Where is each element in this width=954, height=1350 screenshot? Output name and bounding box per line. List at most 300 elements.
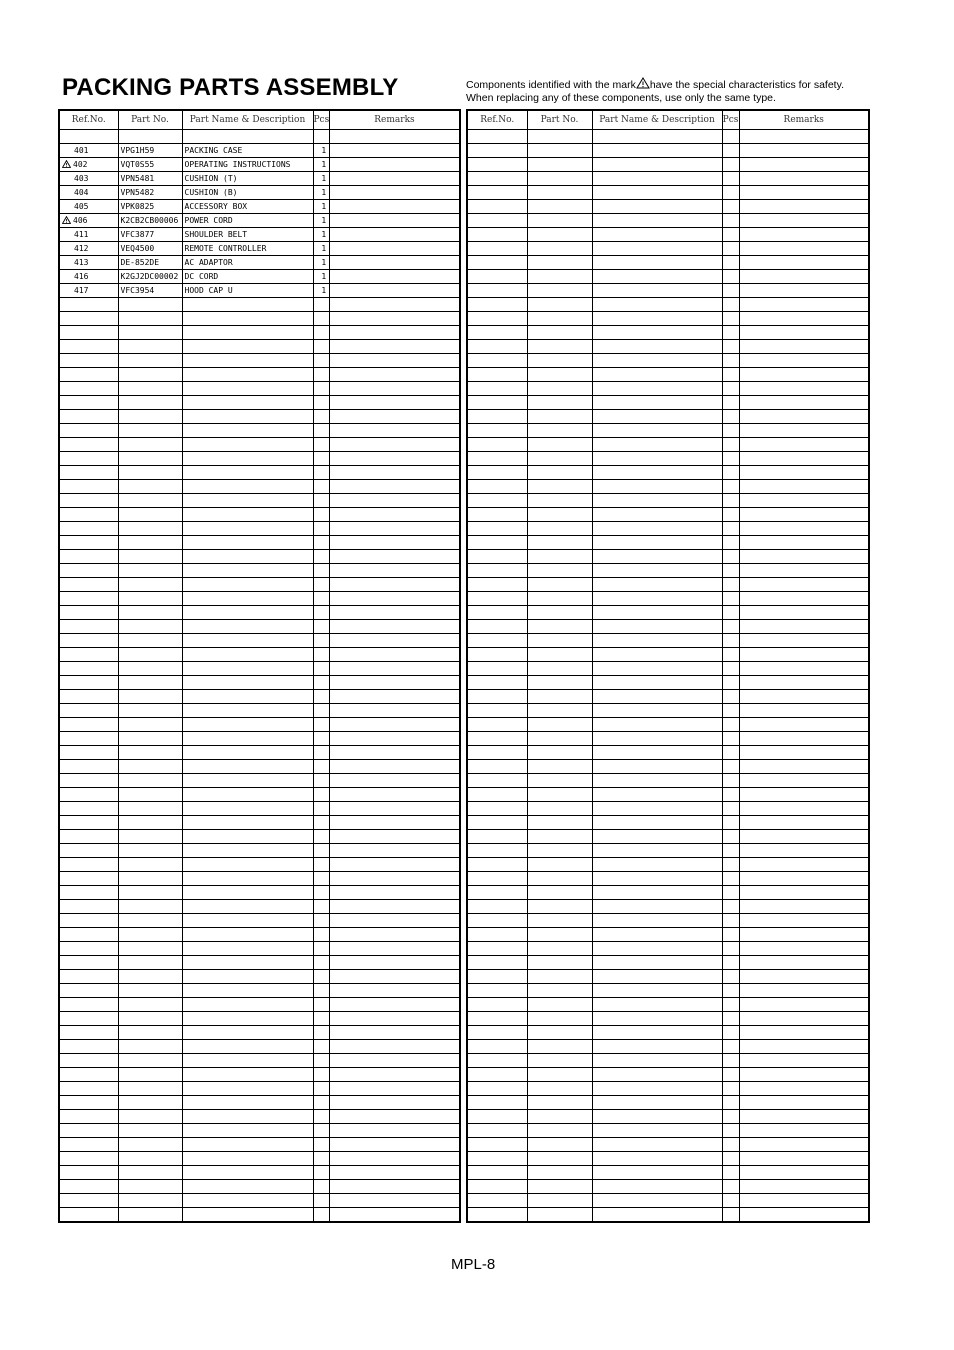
table-row — [59, 564, 460, 578]
cell-pcs — [722, 270, 739, 284]
cell-description — [592, 816, 722, 830]
cell-part-no — [527, 284, 592, 298]
cell-description — [182, 438, 313, 452]
table-row — [467, 774, 869, 788]
cell-description — [592, 228, 722, 242]
cell-part-no — [527, 886, 592, 900]
cell-part-no — [118, 942, 182, 956]
table-row — [59, 200, 460, 214]
cell-part-no — [527, 340, 592, 354]
table-row — [467, 634, 869, 648]
cell-ref-no — [59, 704, 118, 718]
cell-description — [592, 396, 722, 410]
cell-pcs — [313, 788, 330, 802]
cell-pcs — [722, 1194, 739, 1208]
cell-remarks — [330, 242, 460, 256]
cell-description — [182, 1110, 313, 1124]
cell-pcs — [722, 1110, 739, 1124]
cell-ref-no — [59, 452, 118, 466]
cell-part-no — [527, 830, 592, 844]
cell-remarks — [739, 690, 869, 704]
cell-part-no — [527, 956, 592, 970]
cell-description — [182, 298, 313, 312]
table-row — [59, 480, 460, 494]
cell-description — [592, 1110, 722, 1124]
cell-description — [592, 270, 722, 284]
cell-part-no — [527, 326, 592, 340]
cell-remarks — [330, 662, 460, 676]
table-row — [59, 1152, 460, 1166]
cell-description — [592, 1054, 722, 1068]
cell-description — [182, 662, 313, 676]
cell-description — [182, 508, 313, 522]
cell-description — [182, 1180, 313, 1194]
cell-remarks — [330, 620, 460, 634]
cell-part-no — [118, 1026, 182, 1040]
table-row — [467, 760, 869, 774]
cell-part-no — [527, 396, 592, 410]
cell-ref-no — [467, 886, 527, 900]
table-row — [467, 676, 869, 690]
cell-description — [182, 956, 313, 970]
cell-description — [592, 410, 722, 424]
table-row — [467, 494, 869, 508]
cell-part-no — [527, 158, 592, 172]
cell-pcs — [313, 956, 330, 970]
table-row — [59, 452, 460, 466]
cell-pcs — [722, 536, 739, 550]
table-row — [59, 872, 460, 886]
cell-pcs — [722, 970, 739, 984]
cell-pcs — [722, 606, 739, 620]
cell-part-no — [527, 592, 592, 606]
cell-remarks — [739, 634, 869, 648]
cell-description — [592, 1180, 722, 1194]
cell-description — [182, 760, 313, 774]
cell-part-no: VPK0825 — [118, 200, 182, 214]
cell-ref-no — [59, 522, 118, 536]
cell-remarks — [330, 914, 460, 928]
cell-ref-no — [59, 354, 118, 368]
cell-ref-no — [467, 802, 527, 816]
cell-part-no — [527, 914, 592, 928]
table-row — [59, 522, 460, 536]
cell-description: REMOTE CONTROLLER — [182, 242, 313, 256]
cell-description — [592, 704, 722, 718]
cell-part-no — [118, 578, 182, 592]
cell-pcs — [722, 1138, 739, 1152]
cell-description — [592, 466, 722, 480]
table-row — [467, 536, 869, 550]
table-row — [467, 1054, 869, 1068]
cell-remarks — [330, 494, 460, 508]
cell-pcs — [313, 1040, 330, 1054]
cell-part-no — [527, 746, 592, 760]
cell-pcs: 1 — [313, 270, 330, 284]
cell-description: POWER CORD — [182, 214, 313, 228]
cell-pcs — [722, 1166, 739, 1180]
notice-text-after: have the special characteristics for safety. — [649, 79, 844, 91]
cell-pcs — [313, 480, 330, 494]
cell-part-no — [527, 522, 592, 536]
cell-pcs — [313, 368, 330, 382]
table-row — [467, 550, 869, 564]
table-row — [467, 970, 869, 984]
cell-remarks — [739, 1208, 869, 1223]
cell-pcs — [313, 732, 330, 746]
cell-ref-no — [467, 270, 527, 284]
cell-pcs — [313, 438, 330, 452]
table-row — [467, 298, 869, 312]
cell-ref-no — [467, 788, 527, 802]
table-row — [59, 466, 460, 480]
cell-ref-no — [59, 984, 118, 998]
cell-pcs — [313, 774, 330, 788]
table-row — [59, 886, 460, 900]
cell-part-no — [118, 1054, 182, 1068]
table-row — [59, 816, 460, 830]
cell-remarks — [739, 410, 869, 424]
cell-description — [592, 172, 722, 186]
cell-pcs — [722, 480, 739, 494]
cell-description — [592, 690, 722, 704]
cell-part-no — [527, 1194, 592, 1208]
cell-part-no — [527, 1026, 592, 1040]
cell-ref-no — [59, 158, 118, 172]
cell-ref-no — [59, 340, 118, 354]
cell-remarks — [739, 1194, 869, 1208]
cell-part-no — [118, 760, 182, 774]
cell-remarks — [330, 928, 460, 942]
cell-ref-no — [467, 186, 527, 200]
cell-pcs: 1 — [313, 284, 330, 298]
cell-part-no — [118, 522, 182, 536]
cell-pcs — [313, 816, 330, 830]
table-row — [467, 732, 869, 746]
cell-ref-no — [467, 914, 527, 928]
cell-pcs — [722, 760, 739, 774]
cell-remarks — [739, 200, 869, 214]
cell-remarks — [330, 872, 460, 886]
cell-ref-no — [59, 508, 118, 522]
cell-ref-no — [59, 270, 118, 284]
cell-part-no — [527, 354, 592, 368]
cell-remarks — [739, 1054, 869, 1068]
cell-pcs — [722, 312, 739, 326]
table-row — [467, 256, 869, 270]
cell-description — [592, 718, 722, 732]
cell-description — [182, 340, 313, 354]
cell-remarks — [330, 410, 460, 424]
cell-description — [182, 816, 313, 830]
cell-description: ACCESSORY BOX — [182, 200, 313, 214]
cell-part-no — [527, 368, 592, 382]
safety-notice-line1 — [466, 77, 844, 92]
cell-part-no — [118, 326, 182, 340]
cell-description — [182, 1026, 313, 1040]
cell-pcs: 1 — [313, 186, 330, 200]
table-row — [59, 1208, 460, 1223]
cell-part-no — [527, 606, 592, 620]
cell-ref-no — [467, 942, 527, 956]
cell-remarks — [330, 1068, 460, 1082]
cell-description — [592, 536, 722, 550]
cell-pcs — [722, 662, 739, 676]
table-row — [467, 326, 869, 340]
table-row — [59, 746, 460, 760]
cell-description — [182, 900, 313, 914]
cell-remarks — [739, 1152, 869, 1166]
table-row — [59, 270, 460, 284]
cell-ref-no — [467, 550, 527, 564]
table-row — [467, 844, 869, 858]
table-row — [467, 270, 869, 284]
cell-description: DC CORD — [182, 270, 313, 284]
cell-pcs: 1 — [313, 256, 330, 270]
table-row — [467, 1012, 869, 1026]
cell-pcs — [722, 578, 739, 592]
cell-remarks — [739, 718, 869, 732]
cell-remarks — [330, 200, 460, 214]
parts-table-right — [466, 109, 870, 1223]
cell-pcs — [313, 298, 330, 312]
cell-remarks — [330, 340, 460, 354]
cell-ref-no — [467, 144, 527, 158]
cell-ref-no — [467, 1082, 527, 1096]
cell-description — [592, 592, 722, 606]
table-row — [467, 1096, 869, 1110]
cell-remarks — [330, 1138, 460, 1152]
cell-part-no — [527, 564, 592, 578]
cell-part-no — [527, 494, 592, 508]
cell-part-no — [527, 256, 592, 270]
table-row — [467, 172, 869, 186]
cell-part-no — [118, 396, 182, 410]
cell-part-no — [527, 578, 592, 592]
table-row — [59, 284, 460, 298]
cell-description — [182, 1138, 313, 1152]
cell-ref-no — [59, 172, 118, 186]
cell-pcs — [313, 718, 330, 732]
cell-pcs — [313, 662, 330, 676]
cell-pcs — [722, 382, 739, 396]
cell-pcs — [722, 1012, 739, 1026]
cell-description — [592, 564, 722, 578]
cell-remarks — [739, 354, 869, 368]
cell-description — [182, 1082, 313, 1096]
table-row — [59, 830, 460, 844]
cell-part-no — [527, 1166, 592, 1180]
cell-pcs — [313, 1110, 330, 1124]
cell-description: HOOD CAP U — [182, 284, 313, 298]
cell-remarks — [739, 326, 869, 340]
cell-remarks — [739, 550, 869, 564]
cell-ref-no — [467, 1208, 527, 1223]
cell-ref-no — [59, 872, 118, 886]
cell-pcs — [722, 424, 739, 438]
table-row — [467, 984, 869, 998]
table-row — [59, 620, 460, 634]
cell-pcs — [722, 1152, 739, 1166]
cell-ref-no — [467, 382, 527, 396]
cell-remarks — [330, 634, 460, 648]
table-row — [467, 410, 869, 424]
cell-ref-no — [59, 802, 118, 816]
cell-description — [592, 872, 722, 886]
cell-description — [182, 1068, 313, 1082]
cell-pcs — [313, 592, 330, 606]
cell-description — [592, 788, 722, 802]
cell-part-no — [118, 1110, 182, 1124]
cell-ref-no — [467, 844, 527, 858]
table-row — [59, 396, 460, 410]
cell-remarks — [330, 956, 460, 970]
table-row — [59, 1110, 460, 1124]
cell-part-no — [118, 816, 182, 830]
cell-ref-no — [59, 676, 118, 690]
cell-ref-no — [59, 956, 118, 970]
cell-description — [182, 396, 313, 410]
ref-no-text: 405 — [74, 202, 89, 211]
cell-description — [182, 1012, 313, 1026]
cell-remarks — [739, 704, 869, 718]
table-row — [59, 984, 460, 998]
table-row — [467, 746, 869, 760]
cell-ref-no — [467, 830, 527, 844]
cell-remarks — [739, 270, 869, 284]
cell-ref-no — [467, 718, 527, 732]
cell-ref-no — [59, 970, 118, 984]
header-pcs: Pcs — [313, 110, 330, 130]
cell-description — [182, 1054, 313, 1068]
cell-pcs — [313, 704, 330, 718]
cell-remarks — [739, 298, 869, 312]
table-row — [59, 158, 460, 172]
cell-remarks — [330, 354, 460, 368]
cell-remarks — [330, 158, 460, 172]
cell-ref-no — [467, 858, 527, 872]
table-row — [59, 718, 460, 732]
cell-part-no — [118, 1208, 182, 1223]
cell-ref-no — [59, 186, 118, 200]
cell-ref-no — [59, 606, 118, 620]
cell-pcs: 1 — [313, 200, 330, 214]
cell-description — [182, 480, 313, 494]
table-row — [467, 998, 869, 1012]
header-description: Part Name & Description — [182, 110, 313, 130]
cell-description — [182, 606, 313, 620]
cell-pcs — [313, 1138, 330, 1152]
cell-pcs — [313, 1208, 330, 1223]
cell-part-no — [118, 970, 182, 984]
cell-ref-no — [59, 284, 118, 298]
cell-description — [592, 578, 722, 592]
cell-ref-no — [467, 1194, 527, 1208]
cell-part-no — [118, 1124, 182, 1138]
table-header-row — [59, 110, 460, 130]
table-row — [467, 340, 869, 354]
cell-ref-no — [59, 228, 118, 242]
cell-ref-no — [59, 564, 118, 578]
cell-part-no — [118, 1040, 182, 1054]
table-row — [467, 466, 869, 480]
cell-part-no — [527, 242, 592, 256]
notice-text-before: Components identified with the mark — [466, 79, 636, 91]
cell-pcs — [313, 354, 330, 368]
cell-part-no — [527, 1152, 592, 1166]
cell-remarks — [330, 1208, 460, 1223]
cell-description — [592, 662, 722, 676]
cell-part-no — [527, 536, 592, 550]
cell-part-no — [527, 620, 592, 634]
cell-pcs — [722, 718, 739, 732]
cell-remarks — [739, 592, 869, 606]
cell-pcs — [722, 956, 739, 970]
cell-ref-no — [467, 816, 527, 830]
cell-description — [592, 452, 722, 466]
cell-description — [592, 1152, 722, 1166]
cell-ref-no — [467, 158, 527, 172]
cell-part-no — [527, 676, 592, 690]
table-row — [59, 1138, 460, 1152]
cell-pcs — [722, 1180, 739, 1194]
table-row — [467, 1110, 869, 1124]
cell-ref-no — [59, 256, 118, 270]
cell-part-no — [118, 914, 182, 928]
table-row — [467, 130, 869, 144]
cell-remarks — [330, 690, 460, 704]
cell-pcs — [722, 802, 739, 816]
table-row — [59, 690, 460, 704]
cell-part-no — [527, 1110, 592, 1124]
cell-pcs — [722, 564, 739, 578]
cell-remarks — [330, 732, 460, 746]
table-row — [467, 578, 869, 592]
cell-description — [182, 886, 313, 900]
cell-part-no — [527, 816, 592, 830]
cell-description — [592, 984, 722, 998]
cell-part-no — [118, 802, 182, 816]
cell-ref-no — [59, 998, 118, 1012]
cell-pcs — [722, 746, 739, 760]
cell-remarks — [330, 424, 460, 438]
table-row — [467, 606, 869, 620]
cell-part-no — [527, 1124, 592, 1138]
cell-remarks — [330, 802, 460, 816]
cell-description: OPERATING INSTRUCTIONS — [182, 158, 313, 172]
table-row — [59, 788, 460, 802]
cell-pcs — [313, 508, 330, 522]
table-row — [467, 1026, 869, 1040]
table-row — [59, 774, 460, 788]
cell-remarks — [739, 438, 869, 452]
cell-pcs — [313, 466, 330, 480]
cell-pcs — [722, 872, 739, 886]
cell-description — [182, 354, 313, 368]
cell-ref-no — [59, 620, 118, 634]
cell-pcs — [313, 396, 330, 410]
table-row — [59, 1054, 460, 1068]
cell-part-no: VFC3877 — [118, 228, 182, 242]
cell-pcs — [313, 452, 330, 466]
table-row — [467, 1068, 869, 1082]
cell-description — [182, 746, 313, 760]
cell-pcs — [313, 620, 330, 634]
cell-part-no — [527, 1180, 592, 1194]
ref-no-text: 402 — [73, 160, 88, 169]
table-row — [59, 494, 460, 508]
cell-remarks — [330, 228, 460, 242]
